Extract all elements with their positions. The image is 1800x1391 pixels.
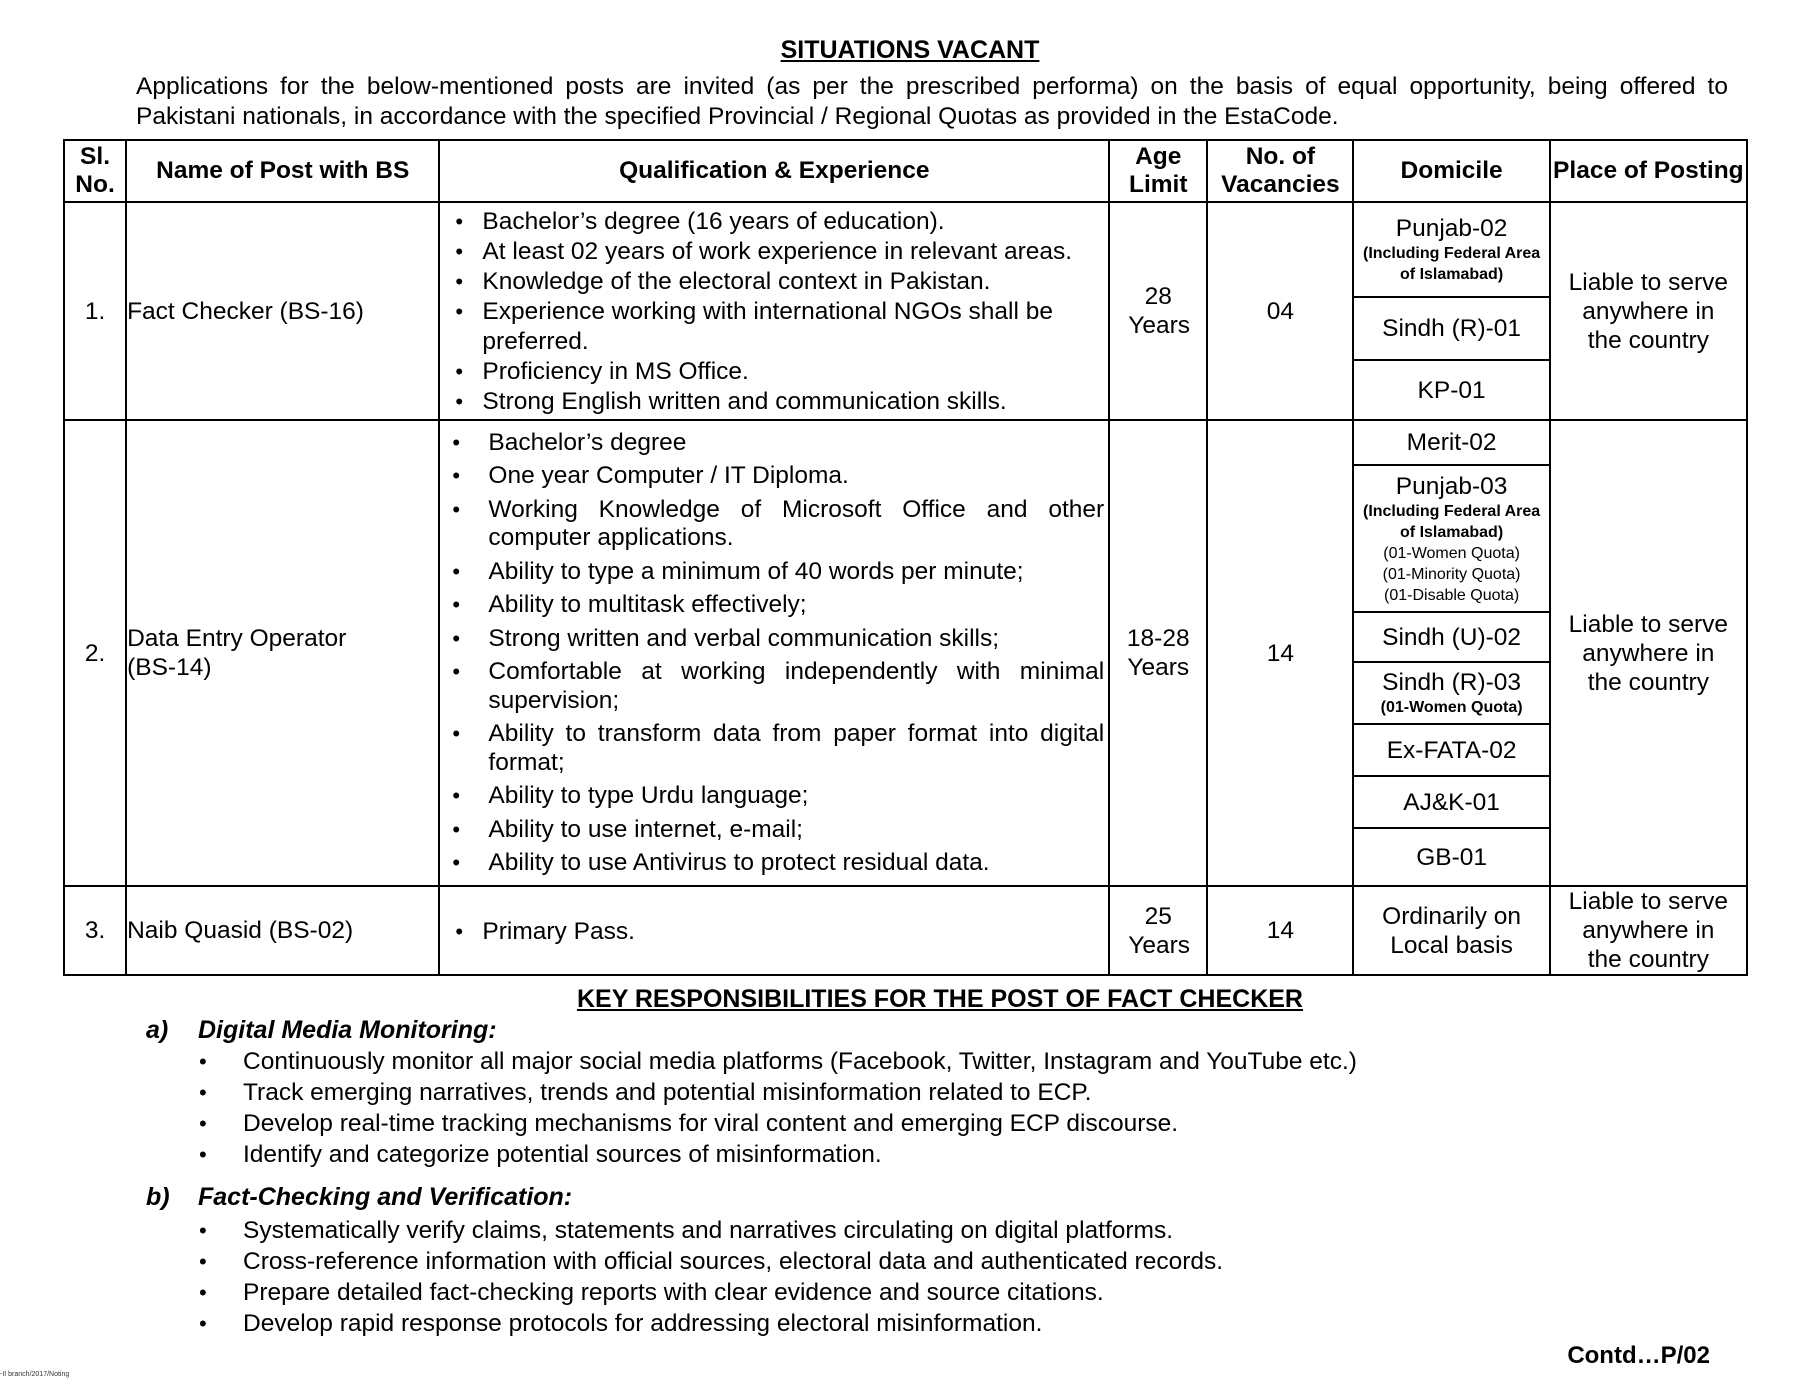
cell-vacancies: 14 xyxy=(1207,886,1353,975)
qualification-list xyxy=(440,203,1108,419)
list-item: • Ability to use internet, e-mail; xyxy=(488,816,1104,845)
list-item: • Cross-reference information with official sources, electoral data and authenticated records. xyxy=(243,1246,1223,1277)
list-item: • At least 02 years of work experience in relevant areas. xyxy=(482,237,1104,267)
domicile-item: GB-01 xyxy=(1416,843,1487,871)
list-item: • Ability to use Antivirus to protect residual data. xyxy=(488,849,1104,878)
cell-age: 28 Years xyxy=(1109,202,1207,420)
domicile-item: Sindh (U)-02 xyxy=(1354,613,1548,663)
key-responsibilities-title: KEY RESPONSIBILITIES FOR THE POST OF FACT CHECKER xyxy=(576,985,1303,1013)
header-age: Age Limit xyxy=(1109,140,1207,202)
list-item: • Systematically verify claims, statements and narratives circulating on digital platforms. xyxy=(243,1215,1223,1246)
cell-place: Liable to serve anywhere in the country xyxy=(1550,886,1747,975)
header-sl: Sl. No. xyxy=(64,140,126,202)
section-heading xyxy=(146,1016,497,1045)
list-item: • Identify and categorize potential sources of misinformation. xyxy=(243,1139,1357,1170)
domicile-list xyxy=(1354,203,1548,419)
vacancies-table xyxy=(63,139,1748,976)
list-item: • Ability to transform data from paper format into digital format; xyxy=(488,720,1104,777)
page-title: SITUATIONS VACANT xyxy=(780,36,1040,64)
list-item: • Proficiency in MS Office. xyxy=(482,357,1104,387)
list-item: • One year Computer / IT Diploma. xyxy=(488,462,1104,491)
qualification-list xyxy=(440,913,1108,949)
list-item: • Experience working with international NGOs shall be preferred. xyxy=(482,297,1104,357)
cell-sl: 3. xyxy=(64,886,126,975)
list-item: • Strong written and verbal communication skills; xyxy=(488,625,1104,654)
cell-post: Data Entry Operator (BS-14) xyxy=(126,420,439,886)
domicile-item: Ex-FATA-02 xyxy=(1354,725,1548,777)
list-item: • Bachelor’s degree (16 years of education). xyxy=(482,207,1104,237)
list-item: • Ability to type a minimum of 40 words per minute; xyxy=(488,558,1104,587)
cell-place: Liable to serve anywhere in the country xyxy=(1550,420,1747,886)
cell-qualifications xyxy=(439,420,1109,886)
list-item: • Track emerging narratives, trends and potential misinformation related to ECP. xyxy=(243,1077,1357,1108)
list-item: • Working Knowledge of Microsoft Office and other computer applications. xyxy=(488,496,1104,553)
list-item: • Bachelor’s degree xyxy=(488,429,1104,458)
intro-paragraph: Applications for the below-mentioned posts are invited (as per the prescribed performa) on the basis of equal opportunity, being offered to Pakistani nationals, in accordance with the specified Provincial / Regional Quotas as provided in the EstaCode. xyxy=(136,73,1728,130)
table-row xyxy=(64,886,1747,975)
responsibility-list xyxy=(243,1215,1223,1339)
section-label: b) xyxy=(146,1183,170,1211)
section-title: Digital Media Monitoring: xyxy=(198,1016,497,1044)
table-row xyxy=(64,202,1747,420)
list-item: • Strong English written and communication skills. xyxy=(482,387,1104,417)
footnote: -II branch/2017/Noting xyxy=(0,1371,70,1378)
section-heading xyxy=(146,1183,572,1212)
continued-note: Contd…P/02 xyxy=(1567,1342,1710,1369)
section-title: Fact-Checking and Verification: xyxy=(198,1183,573,1211)
domicile-item: Merit-02 xyxy=(1354,421,1548,466)
cell-sl: 1. xyxy=(64,202,126,420)
cell-post: Fact Checker (BS-16) xyxy=(126,202,439,420)
domicile-item: KP-01 xyxy=(1417,376,1486,404)
cell-domicile: Ordinarily on Local basis xyxy=(1353,886,1549,975)
qualification-list xyxy=(440,421,1108,884)
domicile-item: Punjab-03 (Including Federal Area of Islamabad) (01-Women Quota) (01-Minority Quota) (01-Disable Quota) xyxy=(1354,466,1548,613)
domicile-item: Sindh (R)-01 xyxy=(1354,298,1548,361)
list-item: • Ability to multitask effectively; xyxy=(488,591,1104,620)
cell-sl: 2. xyxy=(64,420,126,886)
domicile-item: AJ&K-01 xyxy=(1354,777,1548,829)
header-vacancies: No. of Vacancies xyxy=(1207,140,1353,202)
list-item: • Develop rapid response protocols for addressing electoral misinformation. xyxy=(243,1308,1223,1339)
table-row xyxy=(64,420,1747,886)
domicile-item: Sindh (R)-03 (01-Women Quota) xyxy=(1354,663,1548,725)
responsibility-list xyxy=(243,1046,1357,1170)
cell-domicile xyxy=(1353,420,1549,886)
cell-qualifications xyxy=(439,886,1109,975)
list-item: • Knowledge of the electoral context in Pakistan. xyxy=(482,267,1104,297)
header-domicile: Domicile xyxy=(1353,140,1549,202)
list-item: • Ability to type Urdu language; xyxy=(488,782,1104,811)
list-item: • Primary Pass. xyxy=(482,917,1104,947)
list-item: • Comfortable at working independently with minimal supervision; xyxy=(488,658,1104,715)
header-post: Name of Post with BS xyxy=(126,140,439,202)
domicile-item: Punjab-02 (Including Federal Area of Islamabad) xyxy=(1354,203,1548,298)
cell-post: Naib Quasid (BS-02) xyxy=(126,886,439,975)
cell-age: 25 Years xyxy=(1109,886,1207,975)
section-label: a) xyxy=(146,1016,169,1044)
cell-place: Liable to serve anywhere in the country xyxy=(1550,202,1747,420)
cell-vacancies: 14 xyxy=(1207,420,1353,886)
header-qualification: Qualification & Experience xyxy=(439,140,1109,202)
cell-domicile xyxy=(1353,202,1549,420)
header-place: Place of Posting xyxy=(1550,140,1747,202)
cell-qualifications xyxy=(439,202,1109,420)
list-item: • Develop real-time tracking mechanisms for viral content and emerging ECP discourse. xyxy=(243,1108,1357,1139)
list-item: • Continuously monitor all major social media platforms (Facebook, Twitter, Instagram and YouTube etc.) xyxy=(243,1046,1357,1077)
cell-age: 18-28 Years xyxy=(1109,420,1207,886)
cell-vacancies: 04 xyxy=(1207,202,1353,420)
domicile-list xyxy=(1354,421,1548,885)
table-header-row xyxy=(64,140,1747,202)
list-item: • Prepare detailed fact-checking reports with clear evidence and source citations. xyxy=(243,1277,1223,1308)
